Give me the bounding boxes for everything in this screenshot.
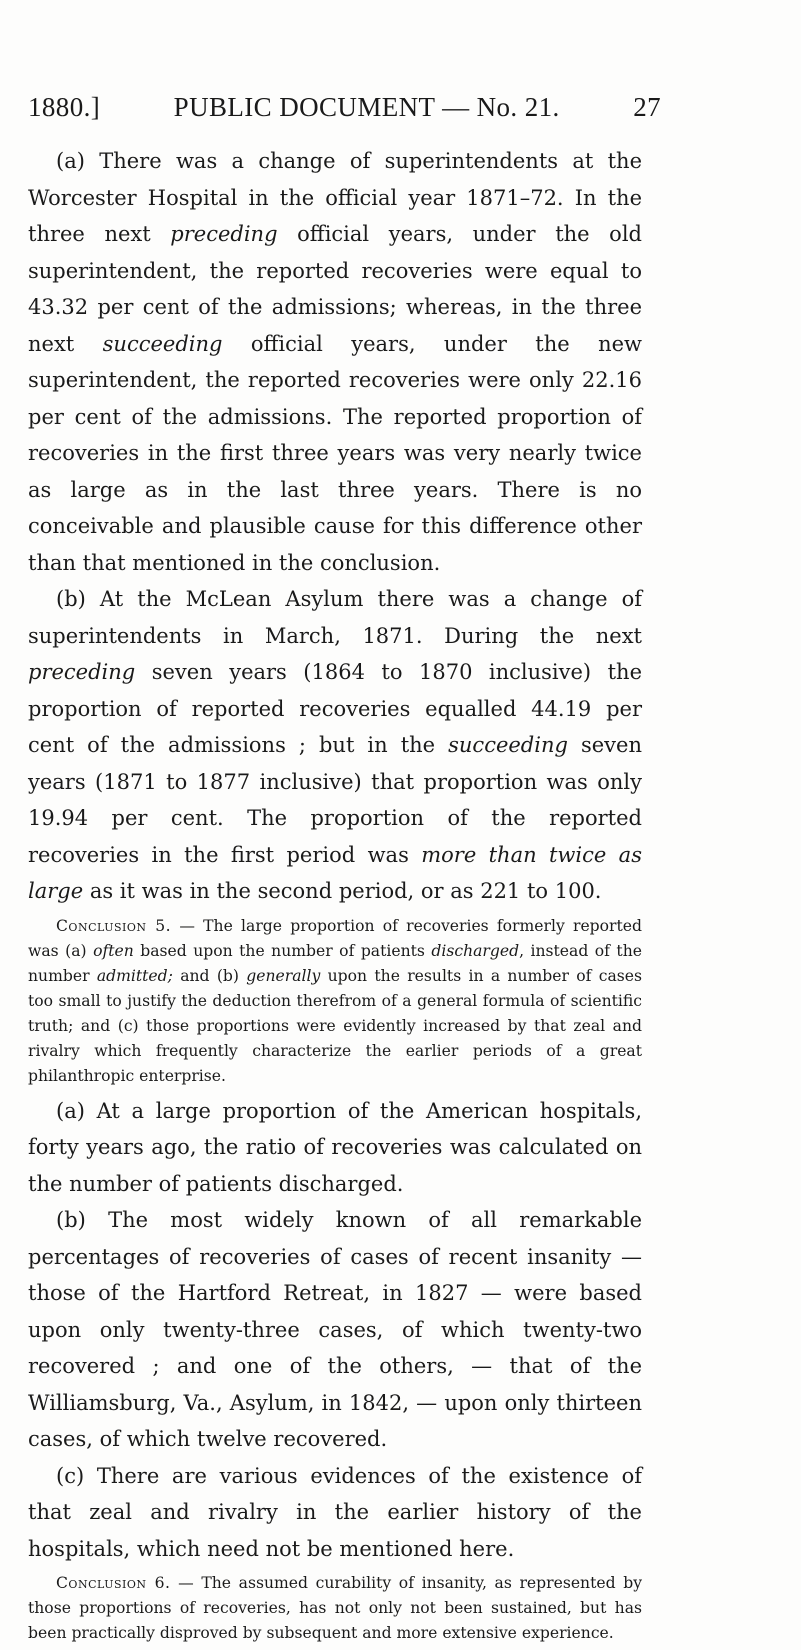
header-title: PUBLIC DOCUMENT — No. 21. bbox=[173, 92, 560, 122]
paragraph-hartford-retreat: (b) The most widely known of all remarkable percentages of recoveries of cases of recent insanity — those of the Hartford Retreat, in 1827 — were based upon only twenty-three cases, of which twenty-two recovered ; and one of the others, — that of the Williamsburg, Va., Asylum, in 1842, — upon only thirteen cases, of which twelve recovered. bbox=[28, 1208, 642, 1451]
header-year: 1880.] bbox=[28, 92, 101, 122]
page-number: 27 bbox=[633, 92, 661, 122]
conclusion-6: Conclusion 6. — The assumed curability of insanity, as represented by those proportions of recoveries, has not only not been sustained, but has been practically disproved by subsequent and more extensive experience. bbox=[28, 1574, 642, 1642]
conclusion-5: Conclusion 5. — The large proportion of recoveries formerly reported was (a) often based upon the number of patients discharged, instead of the number admitted; and (b) generally upon the results in a number of cases too small to justify the deduction therefrom of a general formula of scientific truth; and (c) those proportions were evidently increased by that zeal and rivalry which frequently characterize the earlier periods of a great philanthropic enterprise. bbox=[28, 916, 642, 1085]
paragraph-zeal-rivalry: (c) There are various evidences of the existence of that zeal and rivalry in the earlier history of the hospitals, which need not be mentioned here. bbox=[28, 1463, 642, 1561]
body-text bbox=[28, 143, 642, 1650]
running-header bbox=[28, 92, 661, 123]
paragraph-mclean: (b) At the McLean Asylum there was a change of superintendents in March, 1871. During the next preceding seven years (1864 to 1870 inclusive) the proportion of reported recoveries equalled 44.19 per cent of the admissions ; but in the succeeding seven years (1871 to 1877 inclusive) that proportion was only 19.94 per cent. The proportion of the reported recoveries in the first period was more than twice as large as it was in the second period, or as 221 to 100. bbox=[28, 587, 642, 903]
paragraph-american-hospitals: (a) At a large proportion of the American hospitals, forty years ago, the ratio of recoveries was calculated on the number of patients discharged. bbox=[28, 1098, 642, 1196]
paragraph-worcester: (a) There was a change of superintendents at the Worcester Hospital in the official year 1871–72. In the three next preceding official years, under the old superintendent, the reported recoveries were equal to 43.32 per cent of the admissions; whereas, in the three next succeeding official years, under the new superintendent, the reported recoveries were only 22.16 per cent of the admissions. The reported proportion of recoveries in the first three years was very nearly twice as large as in the last three years. There is no conceivable and plausible cause for this difference other than that mentioned in the conclusion. bbox=[28, 149, 642, 575]
